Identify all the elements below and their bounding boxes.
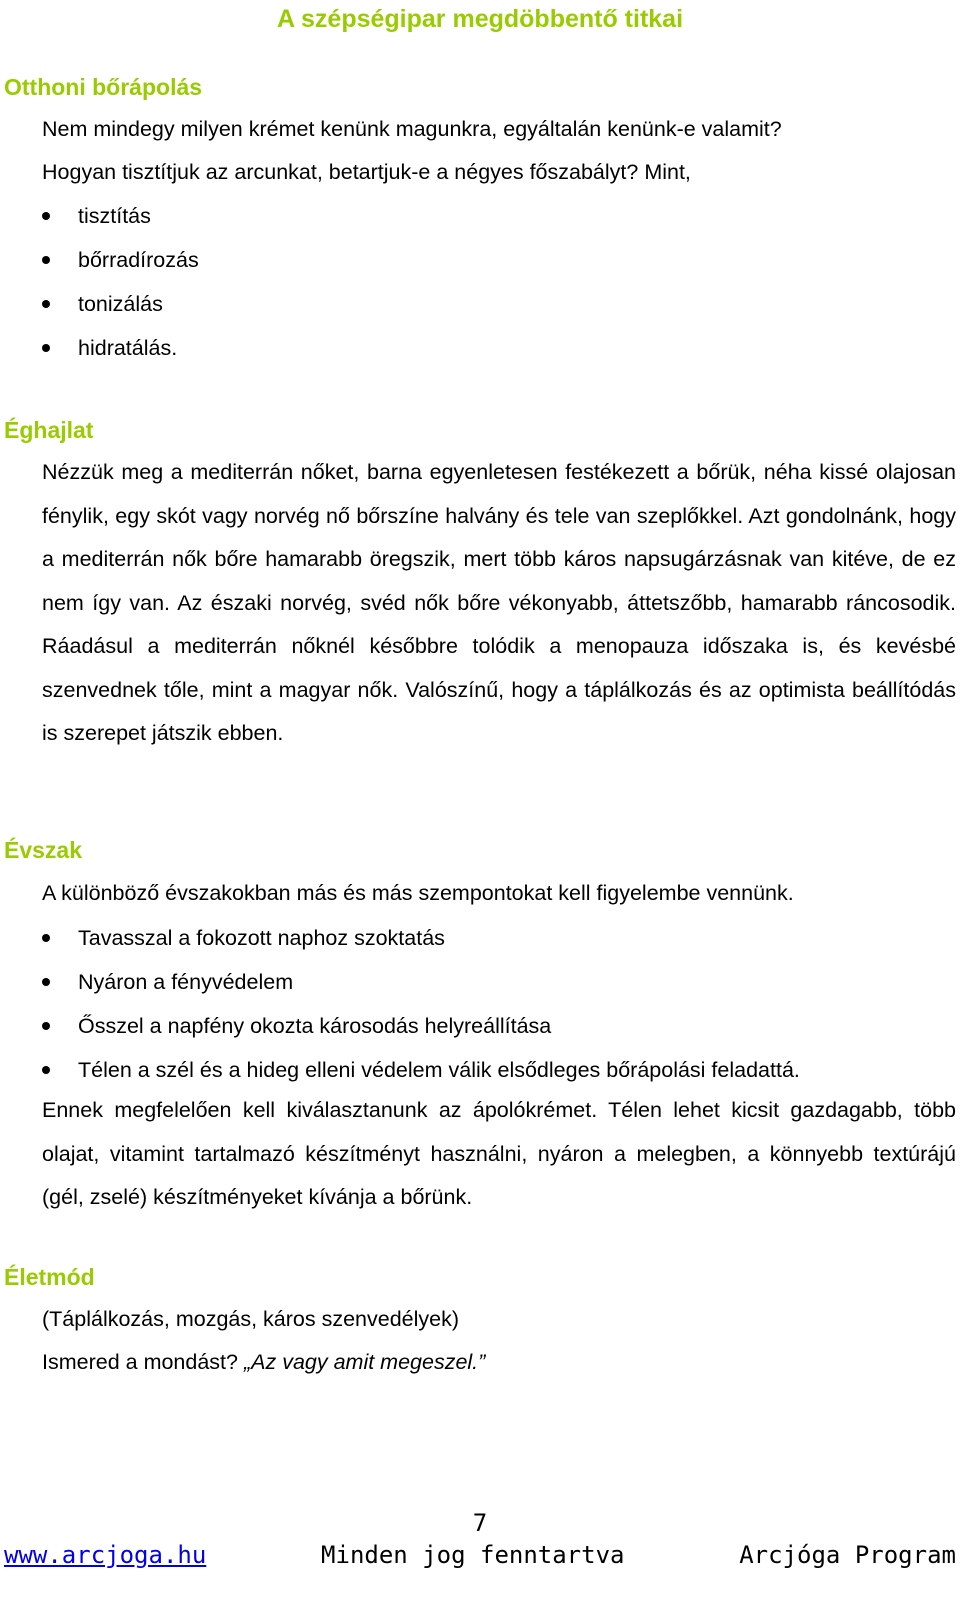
list-item: tisztítás [42,194,956,238]
bullet-icon [42,934,50,942]
eletmod-line-2 [42,1341,956,1385]
eletmod-quote: „Az vagy amit megeszel.” [243,1350,486,1374]
otthoni-intro-line-2: Hogyan tisztítjuk az arcunkat, betartjuk-e a négyes főszabályt? Mint, [42,160,691,184]
list-item: hidratálás. [42,326,956,370]
eghajlat-paragraph: Nézzük meg a mediterrán nőket, barna egyenletesen festékezett a bőrük, néha kissé olajosan fénylik, egy skót vagy norvég nő bőrszíne halvány és tele van szeplőkkel. Azt gondolnánk, hogy a mediterrán nők bőre hamarabb öregszik, mert több káros napsugárzásnak van kitéve, de ez nem így van. Az északi norvég, svéd nők bőre vékonyabb, áttetszőbb, hamarabb ráncosodik. Ráadásul a mediterrán nőknél későbbre tolódik a menopauza időszaka is, és kevésbé szenvednek tőle, mint a magyar nők. Valószínű, hogy a táplálkozás és az optimista beállítódás is szerepet játszik ebben. [42,460,956,745]
section-heading-eghajlat: Éghajlat [4,417,94,443]
evszak-intro: A különböző évszakokban más és más szempontokat kell figyelembe vennünk. [42,881,794,905]
otthoni-intro-line-1: Nem mindegy milyen krémet kenünk magunkra, egyáltalán kenünk-e valamit? [42,117,782,141]
bullet-icon [42,1022,50,1030]
eletmod-line-2-prefix: Ismered a mondást? [42,1350,244,1374]
list-item: Ősszel a napfény okozta károsodás helyreállítása [42,1004,956,1048]
website-link[interactable]: www.arcjoga.hu [4,1541,207,1569]
list-item: Tavasszal a fokozott naphoz szoktatás [42,916,956,960]
list-item: Télen a szél és a hideg elleni védelem válik elsődleges bőrápolási feladattá. [42,1048,956,1092]
bullet-icon [42,344,50,352]
footer-rights: Minden jog fenntartva [321,1541,625,1569]
section-heading-eletmod: Életmód [4,1264,95,1290]
page-number: 7 [472,1509,488,1537]
page-title: A szépségipar megdöbbentő titkai [276,5,684,33]
footer [4,1540,956,1570]
section-heading-evszak: Évszak [4,837,83,863]
otthoni-bullet-list [42,194,956,370]
list-item: bőrradírozás [42,238,956,282]
bullet-icon [42,256,50,264]
evszak-bullet-list [42,916,956,1092]
evszak-paragraph: Ennek megfelelően kell kiválasztanunk az ápolókrémet. Télen lehet kicsit gazdagabb, több olajat, vitamint tartalmazó készítményt használni, nyáron a melegben, a könnyebb textúrájú (gél, zselé) készítményeket kívánja a bőrünk. [42,1098,956,1209]
list-item: tonizálás [42,282,956,326]
bullet-icon [42,300,50,308]
section-heading-otthoni: Otthoni bőrápolás [4,74,203,100]
bullet-icon [42,1066,50,1074]
bullet-icon [42,978,50,986]
eletmod-line-1: (Táplálkozás, mozgás, káros szenvedélyek) [42,1307,460,1331]
list-item: Nyáron a fényvédelem [42,960,956,1004]
bullet-icon [42,212,50,220]
footer-program: Arcjóga Program [739,1541,956,1569]
